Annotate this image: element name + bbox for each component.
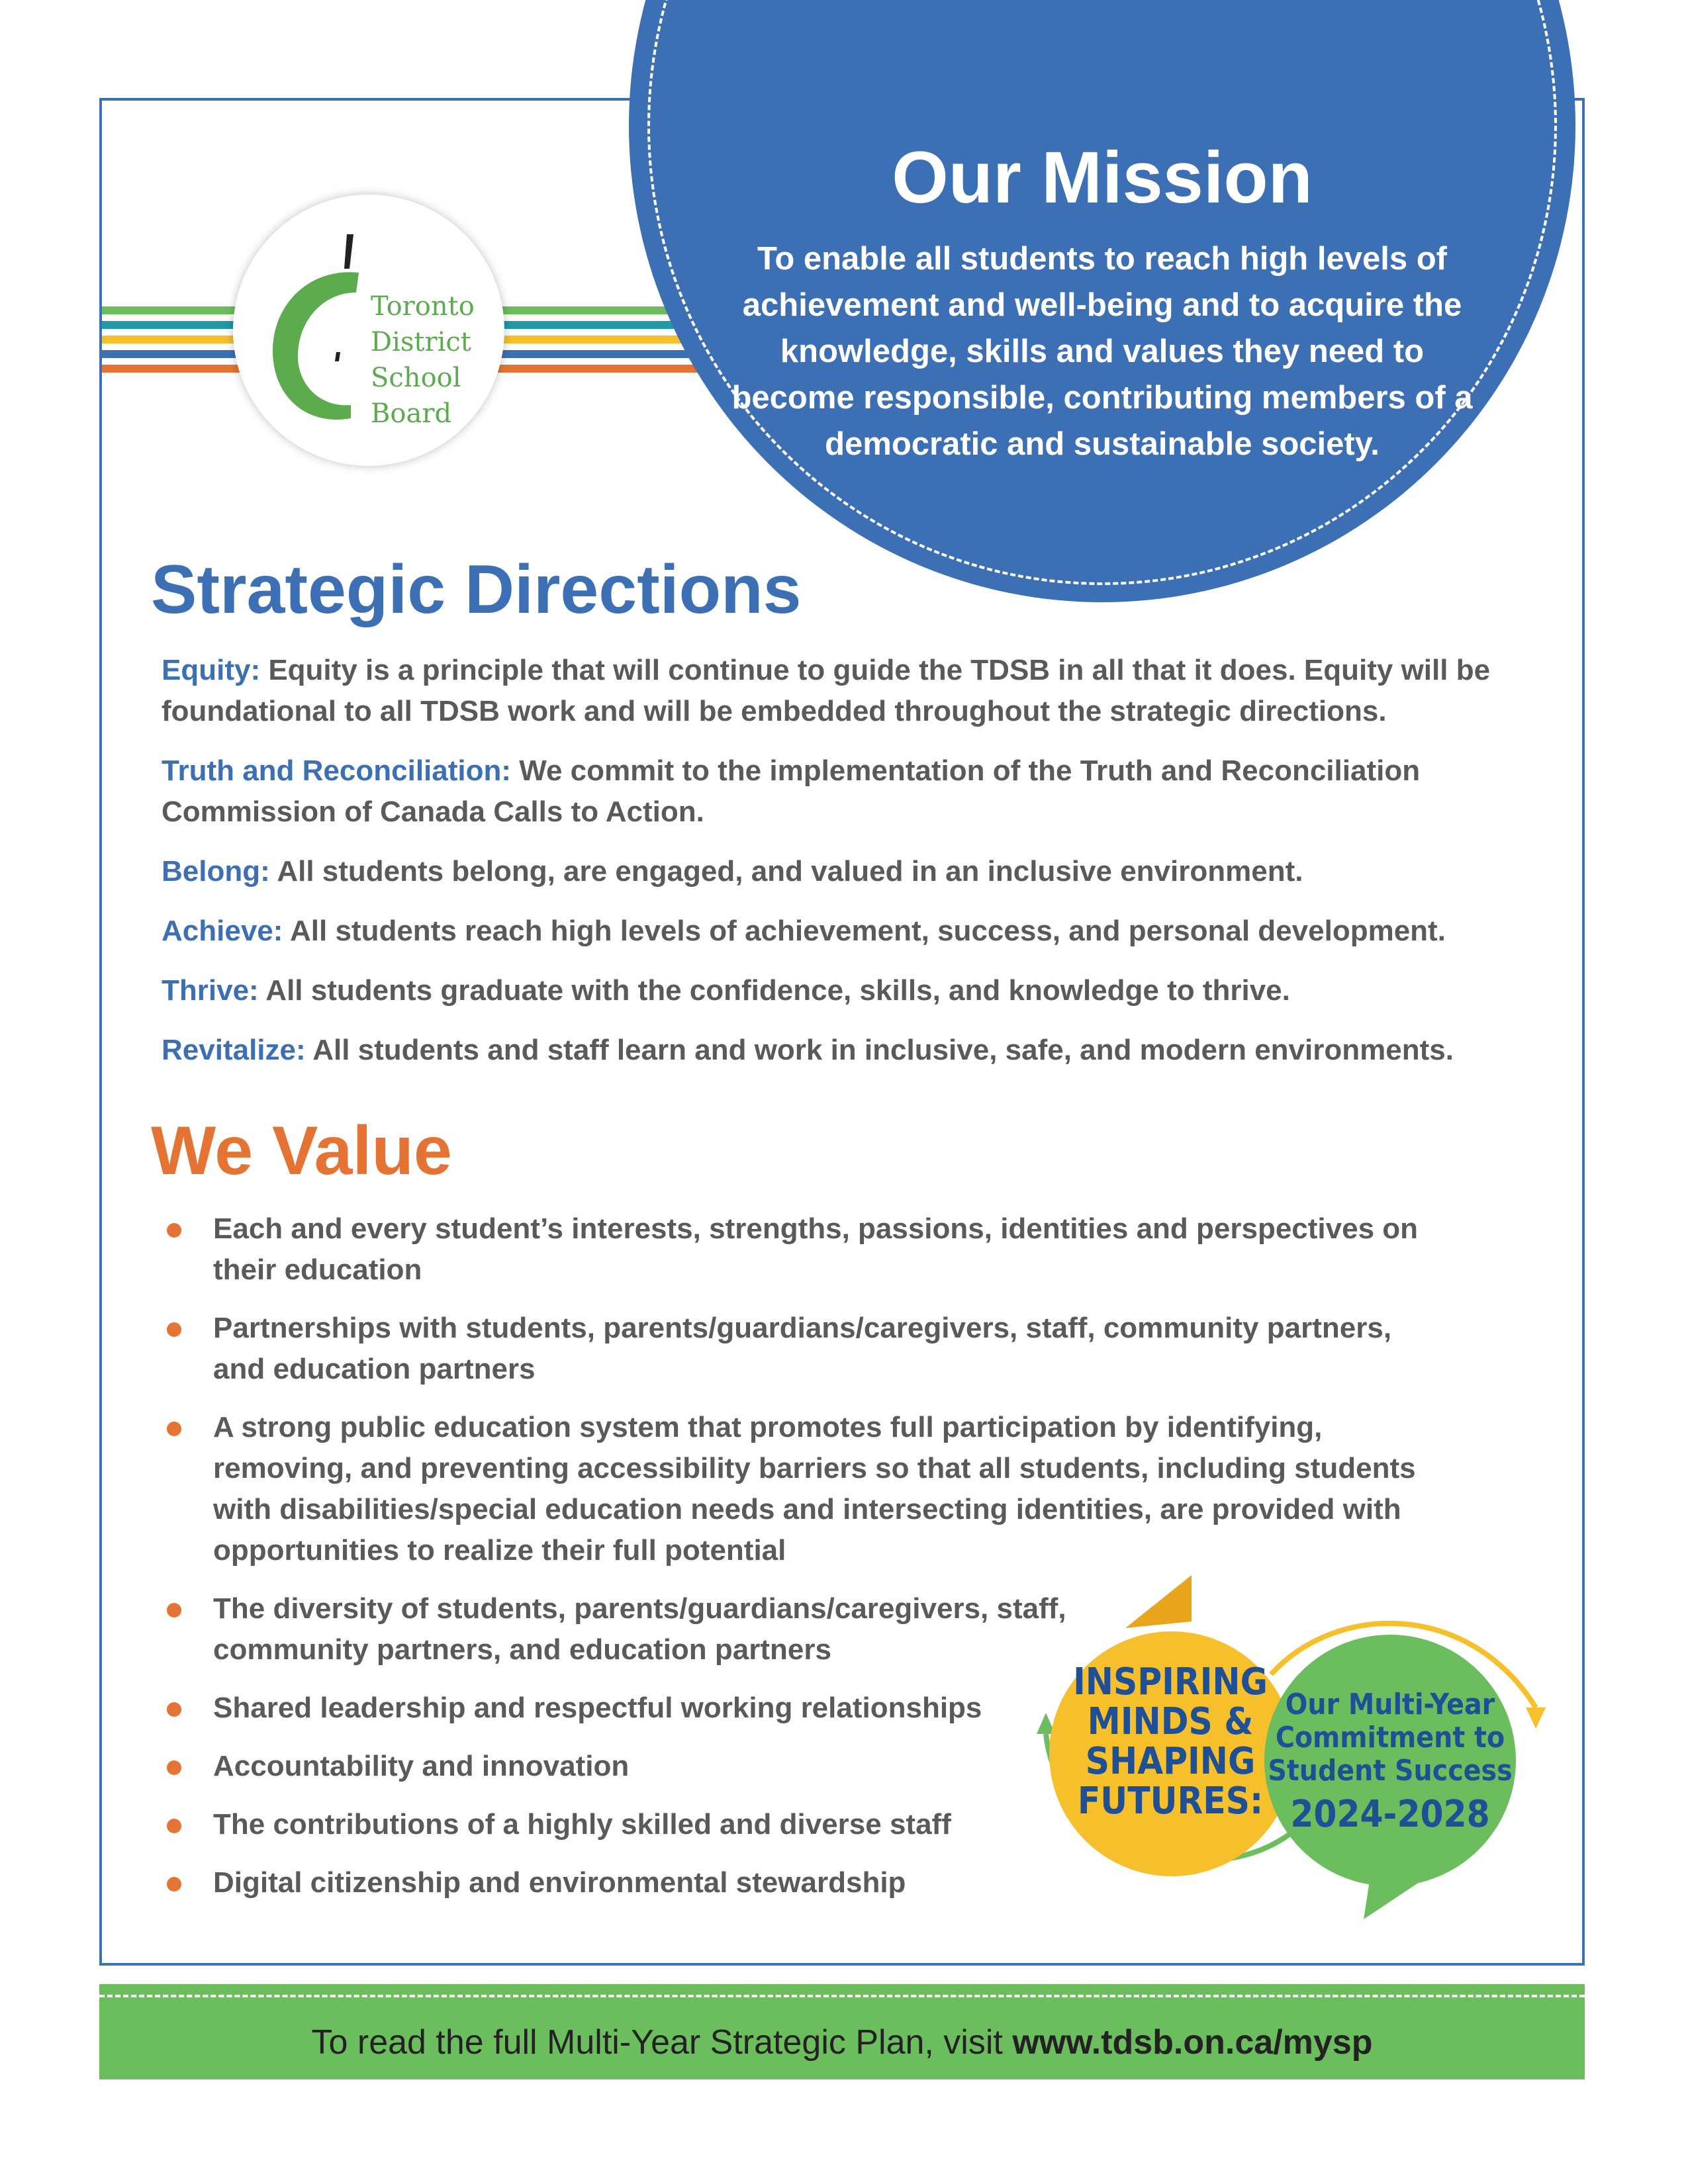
logo-line: District bbox=[371, 327, 471, 357]
direction-text: All students graduate with the confidence, skills, and knowledge to thrive. bbox=[258, 974, 1290, 1007]
bullet-icon bbox=[167, 1322, 181, 1337]
logo-line: Board bbox=[371, 398, 452, 429]
direction-truth-reconciliation bbox=[162, 751, 1519, 833]
strategic-directions-list bbox=[162, 650, 1519, 1089]
value-text: Digital citizenship and environmental stewardship bbox=[213, 1866, 906, 1899]
strategic-directions-heading: Strategic Directions bbox=[151, 551, 802, 628]
direction-equity bbox=[162, 650, 1519, 732]
direction-label: Equity: bbox=[162, 654, 261, 686]
direction-label: Achieve: bbox=[162, 915, 283, 947]
direction-label: Truth and Reconciliation: bbox=[162, 754, 512, 787]
direction-thrive bbox=[162, 970, 1519, 1011]
value-text: Partnerships with students, parents/guardians/caregivers, staff, community partners, and education partners bbox=[213, 1312, 1392, 1385]
bullet-icon bbox=[167, 1877, 181, 1891]
arrow-down-icon bbox=[1526, 1707, 1546, 1729]
bullet-icon bbox=[167, 1223, 181, 1238]
mission-text: To enable all students to reach high levels of achievement and well-being and to acquire the knowledge, skills and values they need to become responsible, contributing members of a democratic and sustainable society. bbox=[731, 241, 1473, 462]
badge-left-line: INSPIRING bbox=[1073, 1661, 1268, 1704]
direction-revitalize bbox=[162, 1030, 1519, 1071]
badge-right-line: Student Success bbox=[1268, 1754, 1513, 1788]
list-item bbox=[164, 1588, 1113, 1670]
direction-achieve bbox=[162, 911, 1519, 952]
direction-label: Thrive: bbox=[162, 974, 259, 1007]
list-item bbox=[164, 1208, 1435, 1291]
bullet-icon bbox=[167, 1819, 181, 1833]
badge-left-line: FUTURES: bbox=[1077, 1780, 1264, 1823]
value-text: The diversity of students, parents/guardians/caregivers, staff, community partners, and education partners bbox=[213, 1592, 1066, 1666]
bullet-icon bbox=[167, 1603, 181, 1617]
badge-left-line: MINDS & bbox=[1087, 1700, 1254, 1743]
direction-text: All students belong, are engaged, and valued in an inclusive environment. bbox=[269, 855, 1303, 887]
bullet-icon bbox=[167, 1702, 181, 1717]
logo-line: Toronto bbox=[371, 291, 475, 322]
direction-label: Belong: bbox=[162, 855, 270, 887]
bullet-icon bbox=[167, 1760, 181, 1775]
direction-belong bbox=[162, 851, 1519, 892]
badge-left-line: SHAPING bbox=[1085, 1740, 1256, 1783]
badge-right-line: Our Multi-Year bbox=[1285, 1688, 1495, 1721]
logo-line: School bbox=[371, 363, 461, 393]
direction-text: We commit to the implementation of the Truth and Reconciliation Commission of Canada Calls to Action. bbox=[162, 754, 1421, 828]
footer-dashed-line bbox=[99, 1995, 1585, 1997]
list-item bbox=[164, 1407, 1435, 1571]
footer-message: To read the full Multi-Year Strategic Plan, visit bbox=[311, 2023, 1013, 2062]
badge-years: 2024-2028 bbox=[1290, 1793, 1490, 1836]
value-text: Shared leadership and respectful working relationships bbox=[213, 1692, 982, 1724]
direction-text: All students and staff learn and work in inclusive, safe, and modern environments. bbox=[305, 1034, 1454, 1066]
direction-text: All students reach high levels of achievement, success, and personal development. bbox=[283, 915, 1446, 947]
list-item bbox=[164, 1308, 1435, 1390]
footer-banner bbox=[99, 1984, 1585, 2079]
we-value-heading: We Value bbox=[151, 1113, 452, 1189]
ribbon-tail-icon bbox=[1125, 1575, 1192, 1628]
footer-text bbox=[99, 2023, 1585, 2062]
direction-label: Revitalize: bbox=[162, 1034, 306, 1066]
multi-year-badge bbox=[993, 1575, 1589, 1946]
direction-text: Equity is a principle that will continue to guide the TDSB in all that it does. Equity will be foundational to all TDSB work and will be embedded throughout the strategic directions. bbox=[162, 654, 1491, 727]
footer-link[interactable]: www.tdsb.on.ca/mysp bbox=[1012, 2023, 1373, 2062]
value-text: The contributions of a highly skilled and diverse staff bbox=[213, 1808, 951, 1841]
mission-title: Our Mission bbox=[892, 137, 1313, 218]
value-text: A strong public education system that promotes full participation by identifying, removing, and preventing accessibility barriers so that all students, including students with disabilities/special education needs and intersecting identities, are provided with opportunities to realize their full potential bbox=[213, 1411, 1416, 1567]
value-text: Each and every student’s interests, strengths, passions, identities and perspectives on their education bbox=[213, 1212, 1419, 1286]
bullet-icon bbox=[167, 1422, 181, 1436]
value-text: Accountability and innovation bbox=[213, 1750, 630, 1782]
badge-right-line: Commitment to bbox=[1275, 1721, 1505, 1754]
